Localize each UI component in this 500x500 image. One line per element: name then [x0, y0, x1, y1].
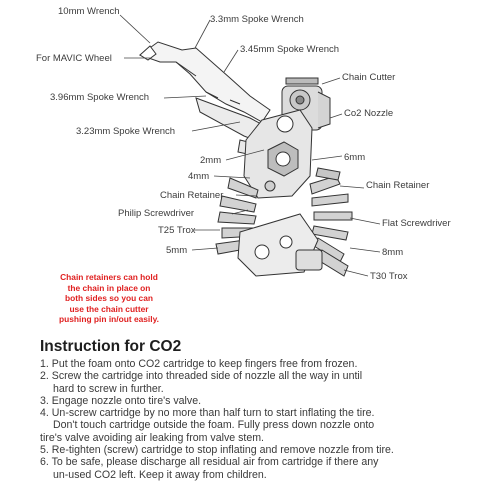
instructions-title: Instruction for CO2	[40, 338, 182, 355]
instruction-line: 2. Screw the cartridge into threaded side of nozzle all the way in until	[40, 370, 363, 383]
instruction-line: 3. Engage nozzle onto tire's valve.	[40, 394, 202, 407]
label-philip-screwdriver: Philip Screwdriver	[118, 208, 195, 219]
label-3-45mm-spoke-wrench: 3.45mm Spoke Wrench	[240, 44, 340, 55]
label-2mm: 2mm	[200, 155, 222, 166]
label-chain-cutter: Chain Cutter	[342, 72, 396, 83]
label-3-23mm-spoke-wrench: 3.23mm Spoke Wrench	[76, 126, 176, 137]
label-t30-trox: T30 Trox	[370, 271, 408, 282]
instruction-line: un-used CO2 left. Keep it away from children.	[53, 468, 267, 481]
instruction-line: 5. Re-tighten (screw) cartridge to stop inflating and remove nozzle from tire.	[40, 444, 394, 457]
label-8mm: 8mm	[382, 247, 404, 258]
hex-key-6mm	[316, 168, 340, 180]
instruction-line: 4. Un-screw cartridge by no more than half turn to start inflating the tire.	[40, 407, 375, 420]
instruction-line: tire's valve avoiding air leaking from valve stem.	[40, 431, 264, 444]
instruction-line: hard to screw in further.	[53, 382, 164, 395]
instruction-step	[40, 370, 480, 395]
instruction-step	[40, 444, 480, 456]
instruction-step	[40, 395, 480, 407]
note-line: both sides so you can	[65, 293, 153, 304]
instruction-line: 6. To be safe, please discharge all residual air from cartridge if there any	[40, 456, 379, 469]
instruction-step	[40, 456, 480, 481]
note-line: pushing pin in/out easily.	[59, 314, 159, 325]
chain-retainer-note	[34, 272, 184, 325]
label-3-96mm-spoke-wrench: 3.96mm Spoke Wrench	[50, 92, 150, 103]
instruction-line: Don't touch cartridge outside the foam. Fully press down nozzle onto	[53, 419, 375, 432]
label-5mm: 5mm	[166, 245, 188, 256]
label-4mm: 4mm	[188, 171, 210, 182]
note-line: use the chain cutter	[69, 303, 149, 314]
instruction-step	[40, 407, 480, 444]
label-mavic-wheel: For MAVIC Wheel	[36, 53, 112, 64]
label-chain-retainer-right: Chain Retainer	[366, 180, 430, 191]
instruction-line: 1. Put the foam onto CO2 cartridge to keep fingers free from frozen.	[40, 358, 358, 370]
label-6mm: 6mm	[344, 152, 366, 163]
label-co2-nozzle: Co2 Nozzle	[344, 108, 394, 119]
note-line: the chain in place on	[67, 282, 151, 293]
instruction-step	[40, 358, 480, 370]
instructions-list	[40, 358, 480, 481]
label-t25-trox: T25 Trox	[158, 225, 196, 236]
label-10mm-wrench: 10mm Wrench	[58, 6, 120, 17]
label-chain-retainer-left: Chain Retainer	[160, 190, 224, 201]
note-line: Chain retainers can hold	[60, 272, 158, 282]
label-flat-screwdriver: Flat Screwdriver	[382, 218, 451, 229]
label-3-3mm-spoke-wrench: 3.3mm Spoke Wrench	[210, 14, 304, 25]
